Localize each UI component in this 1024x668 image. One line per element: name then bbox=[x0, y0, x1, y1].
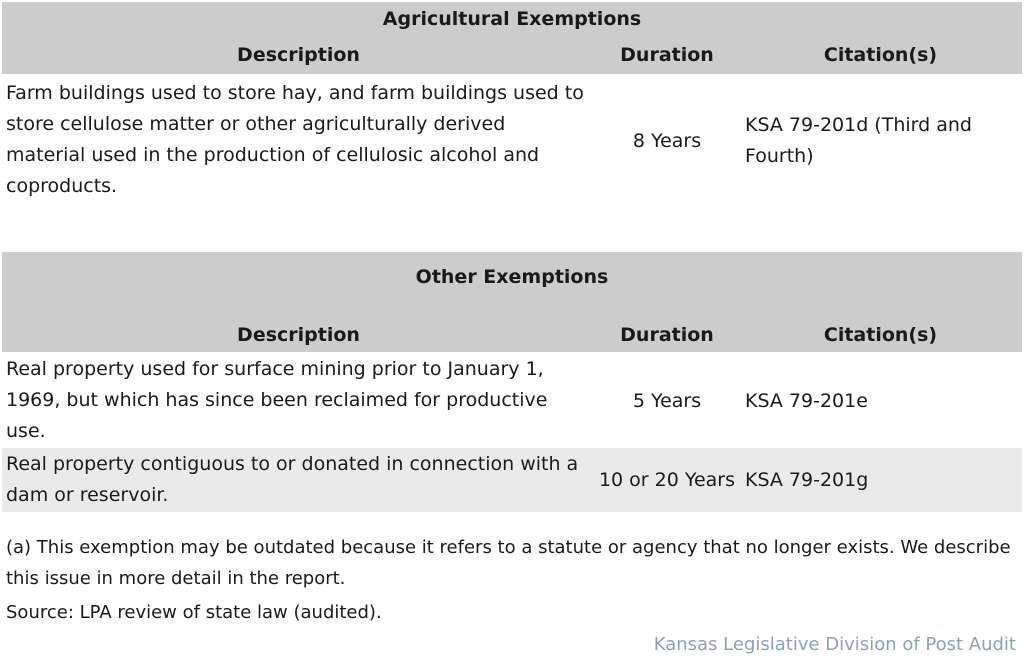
header-duration: Duration bbox=[620, 44, 714, 66]
header-duration: Duration bbox=[620, 324, 714, 346]
header-citation: Citation(s) bbox=[823, 44, 938, 66]
header-description: Description bbox=[237, 324, 360, 346]
table-row bbox=[2, 352, 1022, 448]
table-title: Other Exemptions bbox=[2, 252, 1022, 302]
agricultural-exemptions-table bbox=[2, 2, 1022, 204]
row-duration: 10 or 20 Years bbox=[598, 469, 736, 491]
footnote: (a) This exemption may be outdated because it refers to a statute or agency that no longer exists. We describe this issue in more detail in the report. bbox=[6, 537, 1011, 589]
attribution: Kansas Legislative Division of Post Audit bbox=[653, 634, 1016, 655]
row-description: Real property used for surface mining prior to January 1, 1969, but which has since been reclaimed for productive use. bbox=[6, 358, 548, 442]
table-row bbox=[2, 448, 1022, 512]
table-row bbox=[2, 74, 1022, 204]
row-citation: KSA 79-201e bbox=[745, 389, 868, 412]
other-exemptions-table bbox=[2, 252, 1022, 512]
table-title: Agricultural Exemptions bbox=[2, 2, 1022, 36]
table-header-row bbox=[2, 36, 1022, 74]
row-citation: KSA 79-201g bbox=[745, 469, 869, 491]
table-header-row bbox=[2, 302, 1022, 352]
row-duration: 5 Years bbox=[632, 389, 702, 412]
header-citation: Citation(s) bbox=[823, 324, 938, 346]
header-description: Description bbox=[237, 44, 360, 66]
source-note: Source: LPA review of state law (audited). bbox=[6, 602, 382, 623]
row-description: Real property contiguous to or donated in connection with a dam or reservoir. bbox=[6, 453, 579, 506]
row-citation: KSA 79-201d (Third and Fourth) bbox=[745, 114, 972, 167]
row-duration: 8 Years bbox=[632, 129, 702, 152]
row-description: Farm buildings used to store hay, and farm buildings used to store cellulose matter or other agriculturally derived material used in the production of cellulosic alcohol and coproducts. bbox=[6, 82, 584, 197]
